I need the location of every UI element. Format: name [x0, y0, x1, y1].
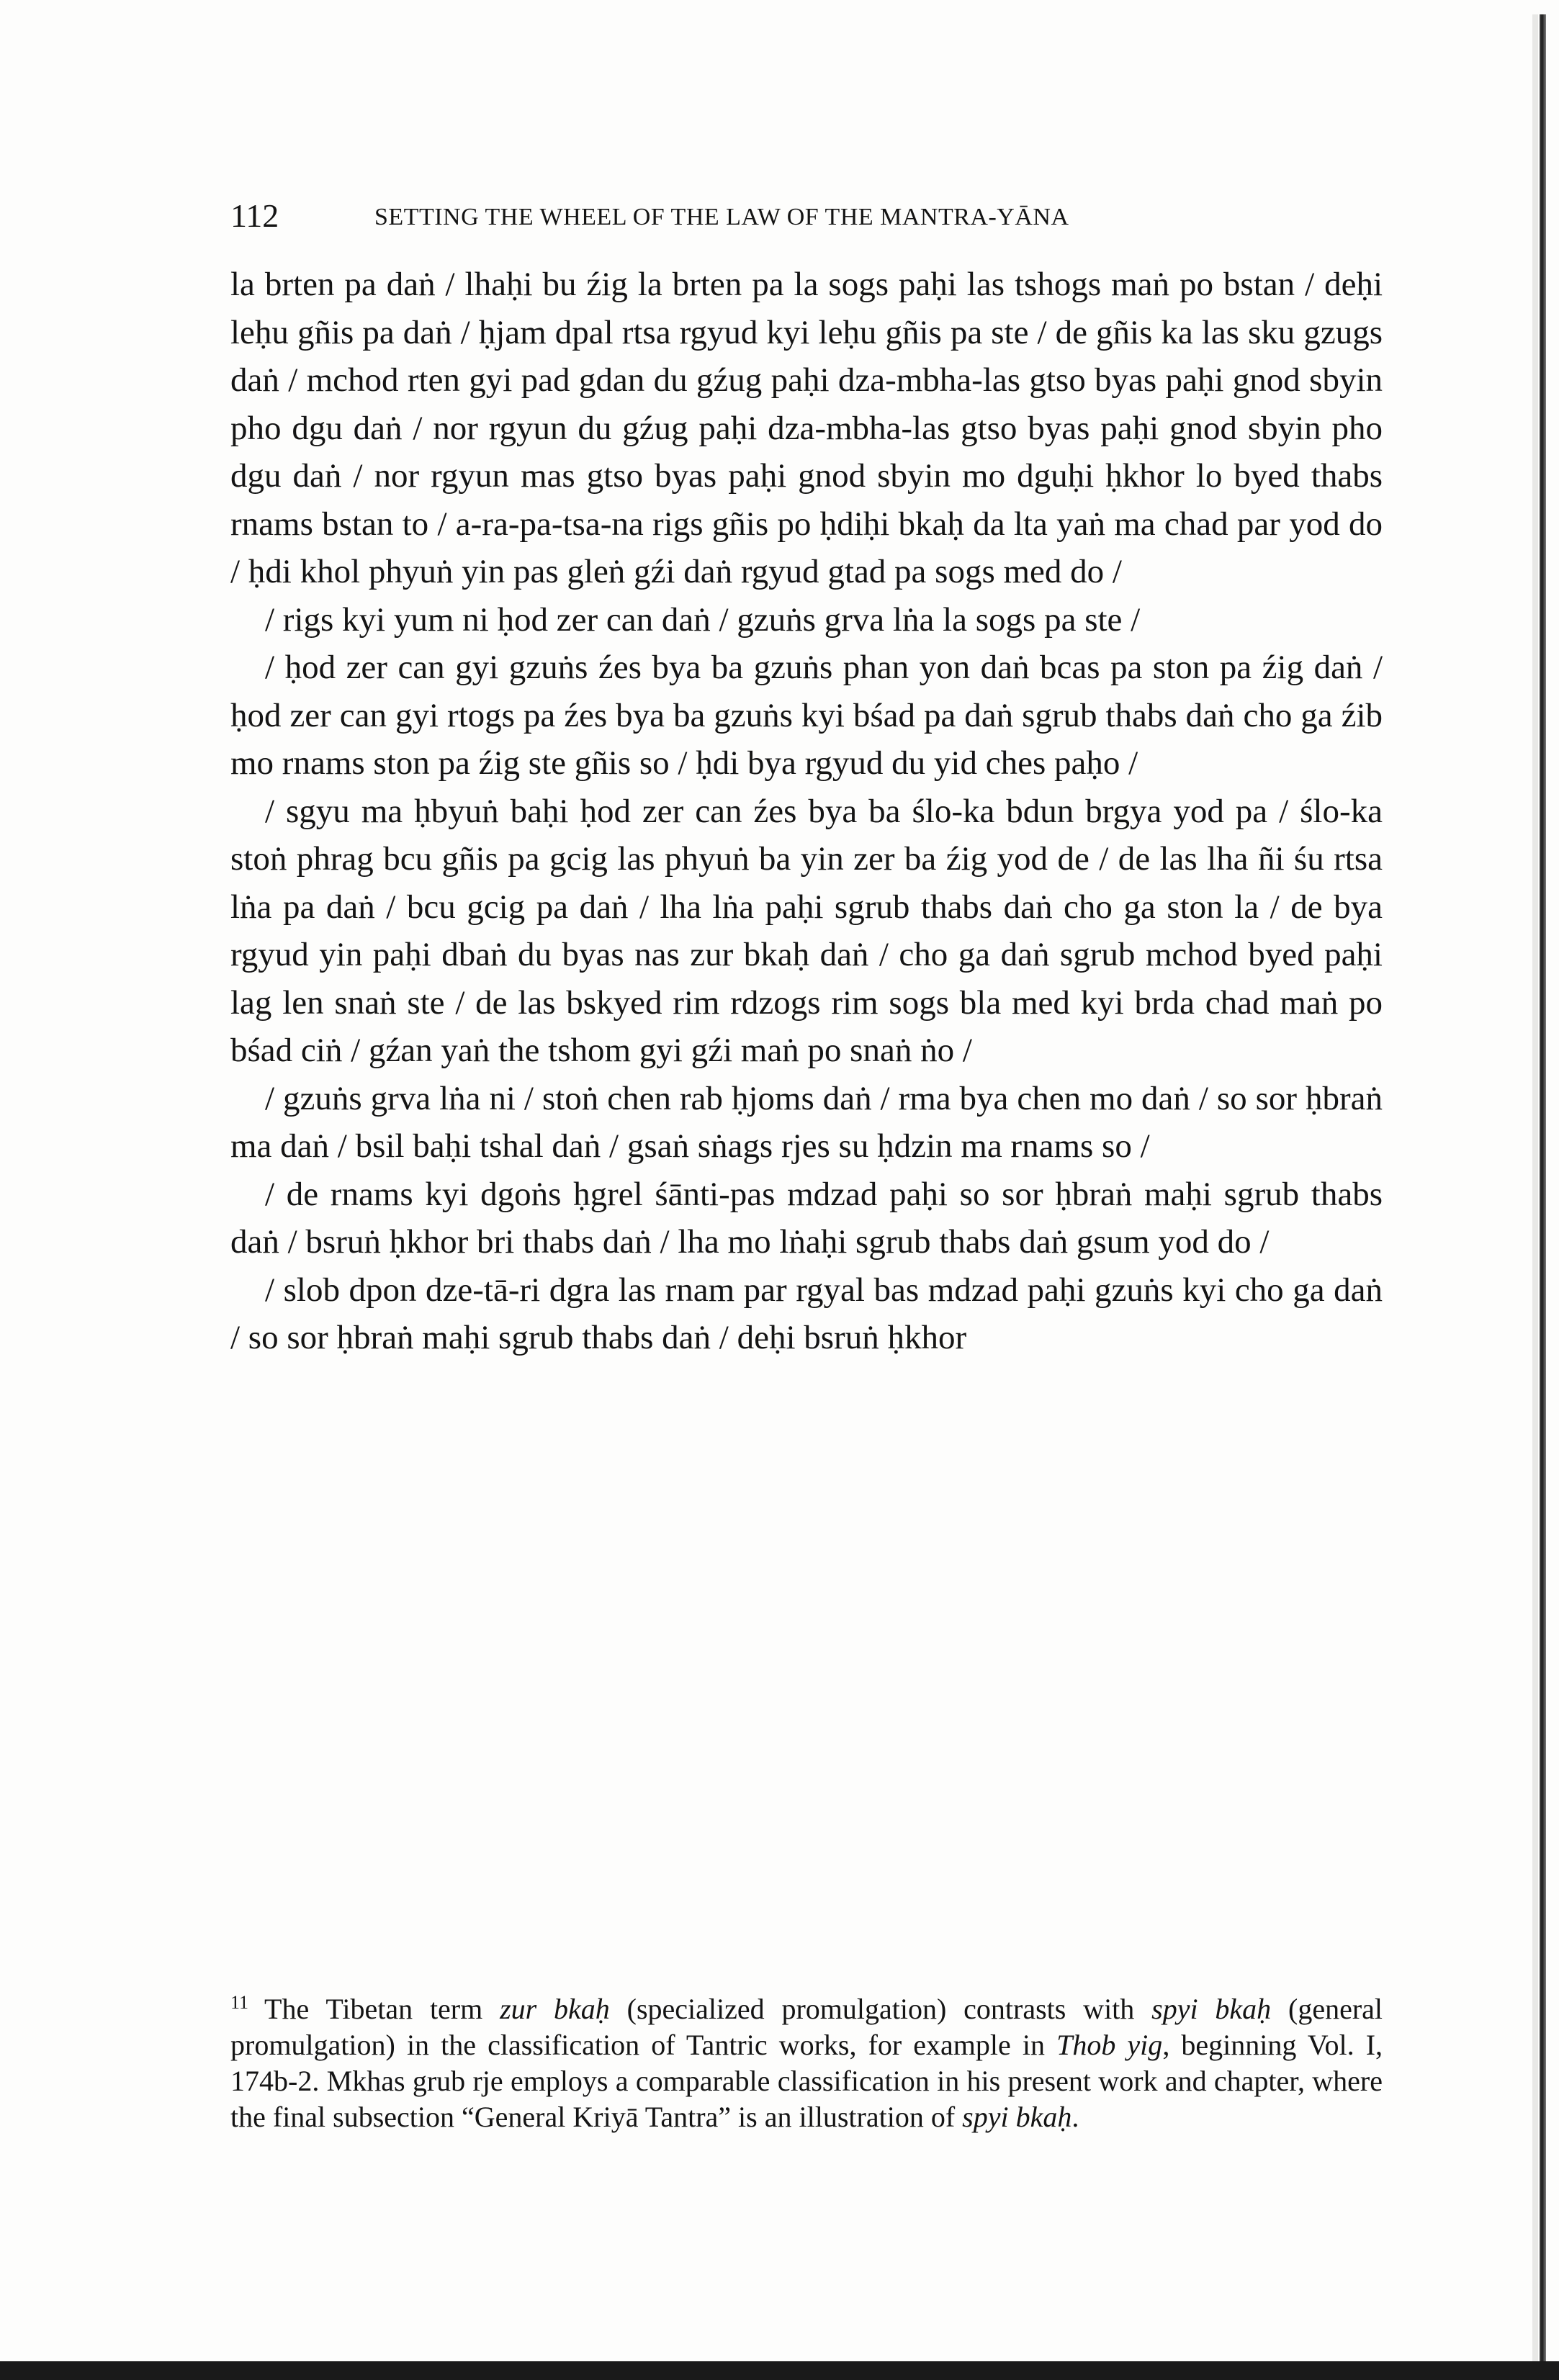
footnote-italic-term: spyi bkaḥ — [962, 2101, 1072, 2133]
page-gutter — [1532, 14, 1538, 2361]
paragraph: la brten pa daṅ / lhaḥi bu źig la brten pa la sogs paḥi las tshogs maṅ po bstan / deḥi leḥu gñis pa daṅ / ḥjam dpal rtsa rgyud kyi leḥu gñis pa ste / de gñis ka las sku gzugs daṅ / mchod rten gyi pad gdan du gźug paḥi dza-mbha-las gtso byas paḥi gnod sbyin pho dgu daṅ / nor rgyun du gźug paḥi dza-mbha-las gtso byas paḥi gnod sbyin pho dgu daṅ / nor rgyun mas gtso byas paḥi gnod sbyin mo dguḥi ḥkhor lo byed thabs rnams bstan to / a-ra-pa-tsa-na rigs gñis po ḥdiḥi bkaḥ da lta yaṅ ma chad par yod do / ḥdi khol phyuṅ yin pas gleṅ gźi daṅ rgyud gtad pa sogs med do / — [230, 266, 1383, 590]
footnote-segment: , beginning Vol. I, 174b-2. Mkhas grub rje employs a comparable classification in his present work and chapter, where the final subsection “General Kriyā Tantra” is an illustration of — [230, 2029, 1383, 2133]
running-head: SETTING THE WHEEL OF THE LAW OF THE MANTRA-YĀNA — [374, 204, 1069, 230]
binding-edge — [1540, 14, 1546, 2361]
paragraph: / ḥod zer can gyi gzuṅs źes bya ba gzuṅs phan yon daṅ bcas pa ston pa źig daṅ / ḥod zer can gyi rtogs pa źes bya ba gzuṅs kyi bśad pa daṅ sgrub thabs daṅ cho ga źib mo rnams ston pa źig ste gñis so / ḥdi bya rgyud du yid ches paḥo / — [230, 649, 1383, 782]
paragraph: / slob dpon dze-tā-ri dgra las rnam par rgyal bas mdzad paḥi gzuṅs kyi cho ga daṅ / so sor ḥbraṅ maḥi sgrub thabs daṅ / deḥi bsruṅ ḥkhor — [230, 1271, 1383, 1356]
footnote-italic-term: spyi bkaḥ — [1151, 1993, 1272, 2025]
page-header — [230, 194, 1411, 238]
footnote-segment: (specialized promulgation) contrasts with — [609, 1993, 1152, 2025]
body-text — [230, 261, 1383, 1362]
page-number: 112 — [230, 197, 279, 234]
scan-border — [0, 2361, 1559, 2380]
paragraph: / gzuṅs grva lṅa ni / stoṅ chen rab ḥjoms daṅ / rma bya chen mo daṅ / so sor ḥbraṅ ma daṅ / bsil baḥi tshal daṅ / gsaṅ sṅags rjes su ḥdzin ma rnams so / — [230, 1079, 1383, 1165]
footnote-marker: 11 — [230, 1991, 249, 2013]
footnote-italic-term: zur bkaḥ — [500, 1993, 610, 2025]
footnote-segment: . — [1071, 2101, 1079, 2133]
paragraph: / rigs kyi yum ni ḥod zer can daṅ / gzuṅs grva lṅa la sogs pa ste / — [265, 600, 1141, 639]
paragraph: / sgyu ma ḥbyuṅ baḥi ḥod zer can źes bya ba ślo-ka bdun brgya yod pa / ślo-ka stoṅ phrag bcu gñis pa gcig las phyuṅ ba yin zer ba źig yod de / de las lha ñi śu rtsa lṅa pa daṅ / bcu gcig pa daṅ / lha lṅa paḥi sgrub thabs daṅ cho ga ston la / de bya rgyud yin paḥi dbaṅ du byas nas zur bkaḥ daṅ / cho ga daṅ sgrub mchod byed paḥi lag len snaṅ ste / de las bskyed rim rdzogs rim sogs bla med kyi brda chad maṅ po bśad ciṅ / gźan yaṅ the tshom gyi gźi maṅ po snaṅ ṅo / — [230, 792, 1383, 1069]
footnote-segment: The Tibetan term — [264, 1993, 500, 2025]
footnote-italic-title: Thob yig — [1056, 2029, 1163, 2061]
footnote-segment: (general promulgation) in the classification of Tantric works, for example in — [230, 1993, 1383, 2061]
paragraph: / de rnams kyi dgoṅs ḥgrel śānti-pas mdzad paḥi so sor ḥbraṅ maḥi sgrub thabs daṅ / bsruṅ ḥkhor bri thabs daṅ / lha mo lṅaḥi sgrub thabs daṅ gsum yod do / — [230, 1175, 1383, 1261]
footnote — [230, 1991, 1383, 2135]
